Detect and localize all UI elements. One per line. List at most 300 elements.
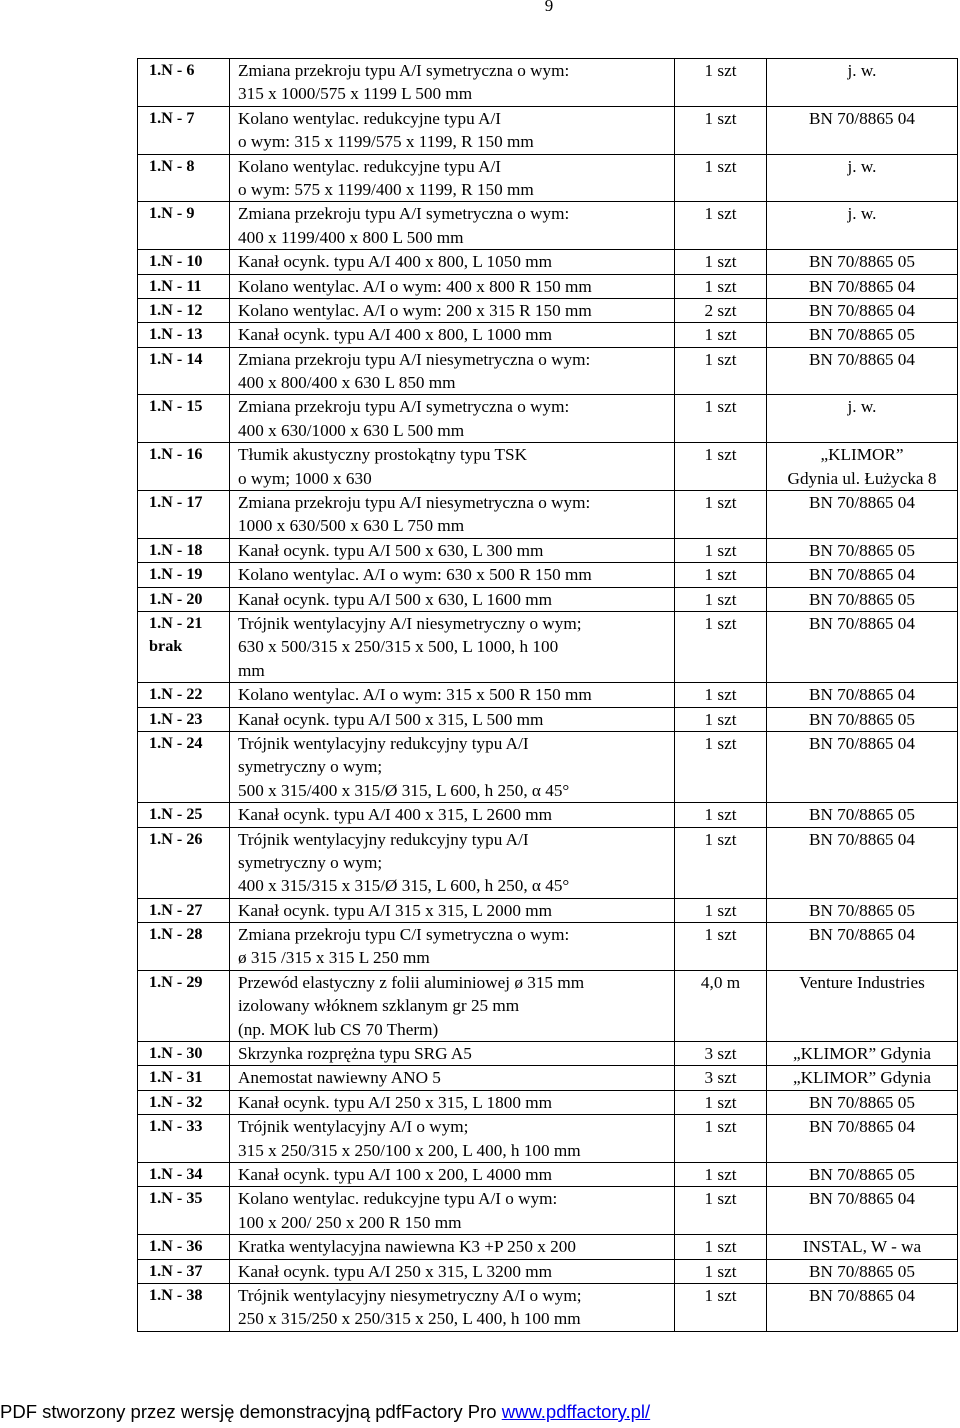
item-description-line: Kolano wentylac. redukcyjne typu A/I — [238, 108, 501, 128]
item-reference-cell — [767, 923, 958, 971]
item-description-line: symetryczny o wym; — [238, 852, 383, 872]
item-reference: BN 70/8865 04 — [809, 613, 915, 633]
item-reference-cell — [767, 970, 958, 1041]
item-reference: BN 70/8865 04 — [809, 1117, 915, 1137]
table-row — [138, 707, 958, 731]
item-description-line: 315 x 250/315 x 250/100 x 200, L 400, h 100 mm — [238, 1140, 581, 1160]
table-row — [138, 202, 958, 250]
item-code: 1.N - 13 — [149, 325, 203, 344]
item-description-cell — [230, 611, 675, 682]
item-quantity-cell — [675, 1115, 767, 1163]
table-row — [138, 298, 958, 322]
item-reference: j. w. — [847, 397, 877, 417]
item-description-cell — [230, 154, 675, 202]
item-quantity-cell — [675, 274, 767, 298]
table-row — [138, 587, 958, 611]
item-quantity-cell — [675, 395, 767, 443]
item-reference: „KLIMOR” — [820, 445, 904, 465]
table-row — [138, 803, 958, 827]
item-reference: BN 70/8865 05 — [809, 252, 915, 272]
item-reference-cell — [767, 1235, 958, 1259]
item-description-line: Zmiana przekroju typu A/I symetryczna o wym: — [238, 204, 570, 224]
item-code-cell — [138, 1187, 230, 1235]
item-description-line: o wym; 1000 x 630 — [238, 468, 372, 488]
item-quantity-cell — [675, 803, 767, 827]
item-code: 1.N - 30 — [149, 1044, 203, 1063]
item-code-cell — [138, 1115, 230, 1163]
item-code-cell — [138, 491, 230, 539]
item-code-cell — [138, 323, 230, 347]
item-quantity-cell — [675, 1162, 767, 1186]
item-code: 1.N - 33 — [149, 1117, 203, 1136]
item-quantity-cell — [675, 611, 767, 682]
item-quantity-cell — [675, 106, 767, 154]
item-description-cell — [230, 59, 675, 107]
item-description-cell — [230, 1162, 675, 1186]
item-reference: BN 70/8865 05 — [809, 900, 915, 920]
item-code: 1.N - 38 — [149, 1285, 203, 1304]
item-quantity: 1 szt — [704, 325, 737, 345]
item-description-line: 315 x 1000/575 x 1199 L 500 mm — [238, 84, 473, 104]
item-code-cell — [138, 611, 230, 682]
item-code: 1.N - 23 — [149, 709, 203, 728]
item-quantity-cell — [675, 202, 767, 250]
item-description-cell — [230, 898, 675, 922]
item-code: 1.N - 14 — [149, 349, 203, 368]
table-row — [138, 1162, 958, 1186]
item-description-line: Zmiana przekroju typu A/I symetryczna o wym: — [238, 397, 570, 417]
item-reference-cell — [767, 803, 958, 827]
pdf-footer — [0, 1401, 650, 1423]
item-code: 1.N - 34 — [149, 1164, 203, 1183]
item-code-cell — [138, 1259, 230, 1283]
item-description-cell — [230, 1115, 675, 1163]
item-code-cell — [138, 274, 230, 298]
item-code-cell — [138, 683, 230, 707]
item-quantity: 1 szt — [704, 709, 737, 729]
item-code-cell — [138, 154, 230, 202]
item-description-line: Kolano wentylac. redukcyjne typu A/I o wym: — [238, 1189, 558, 1209]
item-code: 1.N - 6 — [149, 61, 195, 79]
item-code-cell — [138, 563, 230, 587]
item-description-line: Zmiana przekroju typu A/I niesymetryczna o wym: — [238, 349, 591, 369]
item-code-cell — [138, 803, 230, 827]
item-code: 1.N - 25 — [149, 805, 203, 824]
item-reference: „KLIMOR” Gdynia — [793, 1068, 931, 1088]
item-description-cell — [230, 1066, 675, 1090]
item-code-cell — [138, 202, 230, 250]
item-quantity: 1 szt — [704, 1117, 737, 1137]
item-quantity-cell — [675, 154, 767, 202]
item-code: 1.N - 28 — [149, 925, 203, 944]
item-reference: INSTAL, W - wa — [802, 1237, 922, 1257]
item-description-line: Kanał ocynk. typu A/I 250 x 315, L 3200 mm — [238, 1261, 552, 1281]
item-description-line: Kanał ocynk. typu A/I 100 x 200, L 4000 mm — [238, 1164, 552, 1184]
table-row — [138, 154, 958, 202]
item-code-cell — [138, 443, 230, 491]
item-description-line: Przewód elastyczny z folii aluminiowej ø 315 mm — [238, 972, 585, 992]
table-row — [138, 1066, 958, 1090]
item-sub-label: brak — [149, 637, 183, 656]
item-description-cell — [230, 250, 675, 274]
item-description-cell — [230, 923, 675, 971]
item-quantity: 1 szt — [704, 61, 737, 80]
item-reference-cell — [767, 274, 958, 298]
item-reference: BN 70/8865 04 — [809, 1285, 915, 1305]
item-quantity: 1 szt — [704, 1285, 737, 1305]
item-quantity: 1 szt — [704, 1261, 737, 1281]
item-code: 1.N - 11 — [149, 276, 202, 295]
item-reference: „KLIMOR” Gdynia — [793, 1044, 931, 1064]
item-quantity-cell — [675, 538, 767, 562]
item-reference-cell — [767, 298, 958, 322]
item-reference-cell — [767, 202, 958, 250]
specification-table — [137, 58, 958, 1332]
item-description-cell — [230, 1042, 675, 1066]
item-code-cell — [138, 538, 230, 562]
item-code-cell — [138, 298, 230, 322]
item-description-cell — [230, 563, 675, 587]
item-quantity-cell — [675, 923, 767, 971]
item-description-cell — [230, 587, 675, 611]
item-reference: BN 70/8865 04 — [809, 300, 915, 320]
item-description-line: Zmiana przekroju typu A/I niesymetryczna o wym: — [238, 493, 591, 513]
item-code-cell — [138, 1283, 230, 1331]
item-reference: BN 70/8865 05 — [809, 1164, 915, 1184]
item-code: 1.N - 7 — [149, 108, 195, 127]
item-reference-cell — [767, 611, 958, 682]
item-code-cell — [138, 347, 230, 395]
item-reference-cell — [767, 395, 958, 443]
item-reference: BN 70/8865 05 — [809, 1092, 915, 1112]
item-reference-cell — [767, 154, 958, 202]
table-row — [138, 1259, 958, 1283]
item-reference: Venture Industries — [799, 972, 925, 992]
item-reference: BN 70/8865 04 — [809, 685, 915, 705]
item-quantity: 3 szt — [704, 1044, 737, 1064]
item-description-line: 400 x 800/400 x 630 L 850 mm — [238, 373, 456, 393]
table-row — [138, 611, 958, 682]
table-row — [138, 683, 958, 707]
item-quantity: 1 szt — [704, 925, 737, 945]
item-description-line: Kanał ocynk. typu A/I 400 x 800, L 1000 mm — [238, 325, 552, 345]
item-quantity: 1 szt — [704, 493, 737, 513]
item-quantity: 1 szt — [704, 589, 737, 609]
item-reference: BN 70/8865 05 — [809, 540, 915, 560]
item-quantity: 1 szt — [704, 829, 737, 849]
item-reference-cell — [767, 443, 958, 491]
item-reference: BN 70/8865 04 — [809, 565, 915, 585]
item-quantity: 2 szt — [704, 300, 737, 320]
item-code: 1.N - 16 — [149, 445, 203, 464]
item-quantity-cell — [675, 298, 767, 322]
item-reference: BN 70/8865 04 — [809, 1189, 915, 1209]
item-reference-cell — [767, 250, 958, 274]
item-quantity: 1 szt — [704, 276, 737, 296]
item-code-cell — [138, 59, 230, 107]
table-row — [138, 1235, 958, 1259]
item-description-line: Trójnik wentylacyjny A/I o wym; — [238, 1117, 469, 1137]
item-code: 1.N - 31 — [149, 1068, 203, 1087]
item-description-cell — [230, 707, 675, 731]
item-description-cell — [230, 538, 675, 562]
item-reference: Gdynia ul. Łużycka 8 — [787, 468, 937, 488]
item-quantity-cell — [675, 1283, 767, 1331]
item-description-line: 500 x 315/400 x 315/Ø 315, L 600, h 250, α 45° — [238, 780, 570, 800]
item-quantity-cell — [675, 1259, 767, 1283]
item-quantity-cell — [675, 683, 767, 707]
table-row — [138, 538, 958, 562]
item-quantity: 1 szt — [704, 1189, 737, 1209]
item-quantity: 1 szt — [704, 733, 737, 753]
item-reference: BN 70/8865 04 — [809, 276, 915, 296]
item-quantity-cell — [675, 443, 767, 491]
item-code-cell — [138, 1090, 230, 1114]
item-reference-cell — [767, 1187, 958, 1235]
item-quantity: 1 szt — [704, 156, 737, 176]
item-code-cell — [138, 898, 230, 922]
item-reference: BN 70/8865 05 — [809, 1261, 915, 1281]
item-code: 1.N - 8 — [149, 156, 195, 175]
item-description-cell — [230, 1187, 675, 1235]
item-reference-cell — [767, 1162, 958, 1186]
item-description-cell — [230, 202, 675, 250]
item-quantity: 1 szt — [704, 252, 737, 272]
item-code: 1.N - 24 — [149, 733, 203, 752]
table-row — [138, 274, 958, 298]
item-quantity: 1 szt — [704, 108, 737, 128]
item-reference: BN 70/8865 04 — [809, 925, 915, 945]
item-description-cell — [230, 347, 675, 395]
item-description-line: Kolano wentylac. A/I o wym: 200 x 315 R 150 mm — [238, 300, 592, 320]
item-quantity: 1 szt — [704, 685, 737, 705]
item-code-cell — [138, 1042, 230, 1066]
table-row — [138, 395, 958, 443]
item-description-line: Trójnik wentylacyjny redukcyjny typu A/I — [238, 829, 529, 849]
item-code: 1.N - 37 — [149, 1261, 203, 1280]
item-reference-cell — [767, 563, 958, 587]
item-code-cell — [138, 827, 230, 898]
item-quantity: 1 szt — [704, 445, 737, 465]
item-code-cell — [138, 707, 230, 731]
item-quantity: 1 szt — [704, 540, 737, 560]
item-description-line: Kanał ocynk. typu A/I 315 x 315, L 2000 mm — [238, 900, 552, 920]
item-code-cell — [138, 106, 230, 154]
item-reference-cell — [767, 538, 958, 562]
item-quantity: 1 szt — [704, 204, 737, 224]
item-reference-cell — [767, 106, 958, 154]
item-code: 1.N - 26 — [149, 829, 203, 848]
item-description-line: o wym: 315 x 1199/575 x 1199, R 150 mm — [238, 132, 534, 152]
specification-table-body — [138, 59, 958, 1332]
item-description-cell — [230, 443, 675, 491]
item-reference: j. w. — [847, 156, 877, 176]
table-row — [138, 443, 958, 491]
item-description-line: Kanał ocynk. typu A/I 250 x 315, L 1800 mm — [238, 1092, 552, 1112]
table-row — [138, 563, 958, 587]
item-quantity-cell — [675, 587, 767, 611]
item-description-line: ø 315 /315 x 315 L 250 mm — [238, 948, 430, 968]
table-row — [138, 827, 958, 898]
item-reference: BN 70/8865 04 — [809, 349, 915, 369]
item-reference-cell — [767, 683, 958, 707]
item-description-line: Skrzynka rozprężna typu SRG A5 — [238, 1044, 472, 1064]
item-description-line: Trójnik wentylacyjny niesymetryczny A/I o wym; — [238, 1285, 582, 1305]
item-quantity-cell — [675, 1090, 767, 1114]
item-description-cell — [230, 395, 675, 443]
item-description-line: 400 x 1199/400 x 800 L 500 mm — [238, 227, 464, 247]
item-quantity-cell — [675, 1187, 767, 1235]
item-description-line: Trójnik wentylacyjny redukcyjny typu A/I — [238, 733, 529, 753]
item-description-line: 1000 x 630/500 x 630 L 750 mm — [238, 516, 465, 536]
table-row — [138, 491, 958, 539]
item-quantity: 4,0 m — [700, 972, 741, 992]
item-quantity-cell — [675, 898, 767, 922]
item-quantity-cell — [675, 323, 767, 347]
table-row — [138, 1187, 958, 1235]
item-reference-cell — [767, 59, 958, 107]
item-quantity: 1 szt — [704, 565, 737, 585]
item-code: 1.N - 20 — [149, 589, 203, 608]
item-reference: j. w. — [847, 61, 877, 80]
item-description-line: 630 x 500/315 x 250/315 x 500, L 1000, h 100 — [238, 637, 559, 657]
item-quantity: 1 szt — [704, 397, 737, 417]
item-description-line: Kanał ocynk. typu A/I 500 x 630, L 300 mm — [238, 540, 544, 560]
item-quantity: 1 szt — [704, 900, 737, 920]
table-row — [138, 323, 958, 347]
item-quantity-cell — [675, 970, 767, 1041]
footer-text: PDF stworzony przez wersję demonstracyjną pdfFactory Pro — [0, 1401, 502, 1422]
item-quantity-cell — [675, 563, 767, 587]
table-row — [138, 106, 958, 154]
item-quantity-cell — [675, 707, 767, 731]
table-row — [138, 1090, 958, 1114]
item-code-cell — [138, 587, 230, 611]
item-code: 1.N - 32 — [149, 1092, 203, 1111]
item-reference: j. w. — [847, 204, 877, 224]
item-code: 1.N - 9 — [149, 204, 195, 223]
item-description-cell — [230, 1259, 675, 1283]
item-code: 1.N - 17 — [149, 493, 203, 512]
item-reference-cell — [767, 1066, 958, 1090]
item-code-cell — [138, 250, 230, 274]
item-description-line: Kolano wentylac. A/I o wym: 630 x 500 R 150 mm — [238, 565, 592, 585]
item-description-cell — [230, 731, 675, 802]
item-quantity-cell — [675, 731, 767, 802]
item-code: 1.N - 18 — [149, 540, 203, 559]
item-description-line: Trójnik wentylacyjny A/I niesymetryczny o wym; — [238, 613, 582, 633]
item-description-line: Zmiana przekroju typu C/I symetryczna o wym: — [238, 925, 570, 945]
item-quantity-cell — [675, 59, 767, 107]
item-code-cell — [138, 1066, 230, 1090]
item-description-cell — [230, 323, 675, 347]
item-code: 1.N - 19 — [149, 565, 203, 584]
item-description-line: mm — [238, 660, 265, 680]
item-description-cell — [230, 827, 675, 898]
item-quantity: 1 szt — [704, 613, 737, 633]
item-description-line: Kanał ocynk. typu A/I 400 x 800, L 1050 mm — [238, 252, 552, 272]
item-description-line: Kratka wentylacyjna nawiewna K3 +P 250 x 200 — [238, 1237, 576, 1257]
table-row — [138, 923, 958, 971]
item-description-cell — [230, 803, 675, 827]
item-description-line: 400 x 315/315 x 315/Ø 315, L 600, h 250, α 45° — [238, 876, 570, 896]
item-description-line: Kanał ocynk. typu A/I 500 x 315, L 500 mm — [238, 709, 544, 729]
item-description-line: o wym: 575 x 1199/400 x 1199, R 150 mm — [238, 179, 534, 199]
item-code-cell — [138, 923, 230, 971]
item-reference-cell — [767, 491, 958, 539]
item-reference-cell — [767, 1259, 958, 1283]
item-reference: BN 70/8865 05 — [809, 805, 915, 825]
item-description-line: Zmiana przekroju typu A/I symetryczna o wym: — [238, 61, 570, 80]
item-quantity: 1 szt — [704, 1092, 737, 1112]
footer-link[interactable]: www.pdffactory.pl/ — [501, 1401, 651, 1422]
table-row — [138, 1042, 958, 1066]
item-quantity-cell — [675, 827, 767, 898]
item-code-cell — [138, 1162, 230, 1186]
item-reference-cell — [767, 323, 958, 347]
item-quantity-cell — [675, 250, 767, 274]
table-row — [138, 347, 958, 395]
item-code-cell — [138, 395, 230, 443]
item-code: 1.N - 12 — [149, 300, 203, 319]
item-description-line: 100 x 200/ 250 x 200 R 150 mm — [238, 1212, 462, 1232]
item-code: 1.N - 35 — [149, 1189, 203, 1208]
item-description-cell — [230, 106, 675, 154]
item-quantity: 1 szt — [704, 1237, 737, 1257]
item-description-cell — [230, 970, 675, 1041]
item-description-cell — [230, 1090, 675, 1114]
item-reference-cell — [767, 898, 958, 922]
item-description-cell — [230, 298, 675, 322]
item-quantity: 1 szt — [704, 1164, 737, 1184]
item-quantity-cell — [675, 491, 767, 539]
item-description-cell — [230, 274, 675, 298]
item-quantity: 1 szt — [704, 805, 737, 825]
item-code: 1.N - 10 — [149, 252, 203, 271]
item-description-line: Kolano wentylac. A/I o wym: 400 x 800 R 150 mm — [238, 276, 592, 296]
table-row — [138, 898, 958, 922]
item-quantity-cell — [675, 1235, 767, 1259]
item-reference-cell — [767, 587, 958, 611]
item-description-cell — [230, 1283, 675, 1331]
item-code: 1.N - 27 — [149, 900, 203, 919]
item-reference-cell — [767, 347, 958, 395]
item-code: 1.N - 36 — [149, 1237, 203, 1256]
item-reference-cell — [767, 731, 958, 802]
item-reference-cell — [767, 1283, 958, 1331]
item-reference-cell — [767, 707, 958, 731]
item-reference: BN 70/8865 04 — [809, 733, 915, 753]
table-row — [138, 1283, 958, 1331]
item-description-cell — [230, 683, 675, 707]
item-code-cell — [138, 970, 230, 1041]
item-description-line: Anemostat nawiewny ANO 5 — [238, 1068, 441, 1088]
item-reference-cell — [767, 1042, 958, 1066]
item-description-line: Tłumik akustyczny prostokątny typu TSK — [238, 445, 527, 465]
item-quantity: 1 szt — [704, 349, 737, 369]
item-reference: BN 70/8865 04 — [809, 829, 915, 849]
item-reference: BN 70/8865 05 — [809, 325, 915, 345]
item-description-line: Kolano wentylac. redukcyjne typu A/I — [238, 156, 501, 176]
item-reference-cell — [767, 1115, 958, 1163]
item-description-cell — [230, 1235, 675, 1259]
item-description-line: Kanał ocynk. typu A/I 400 x 315, L 2600 mm — [238, 805, 552, 825]
item-quantity-cell — [675, 347, 767, 395]
item-quantity-cell — [675, 1042, 767, 1066]
item-reference: BN 70/8865 05 — [809, 589, 915, 609]
item-description-cell — [230, 491, 675, 539]
item-code: 1.N - 22 — [149, 685, 203, 704]
